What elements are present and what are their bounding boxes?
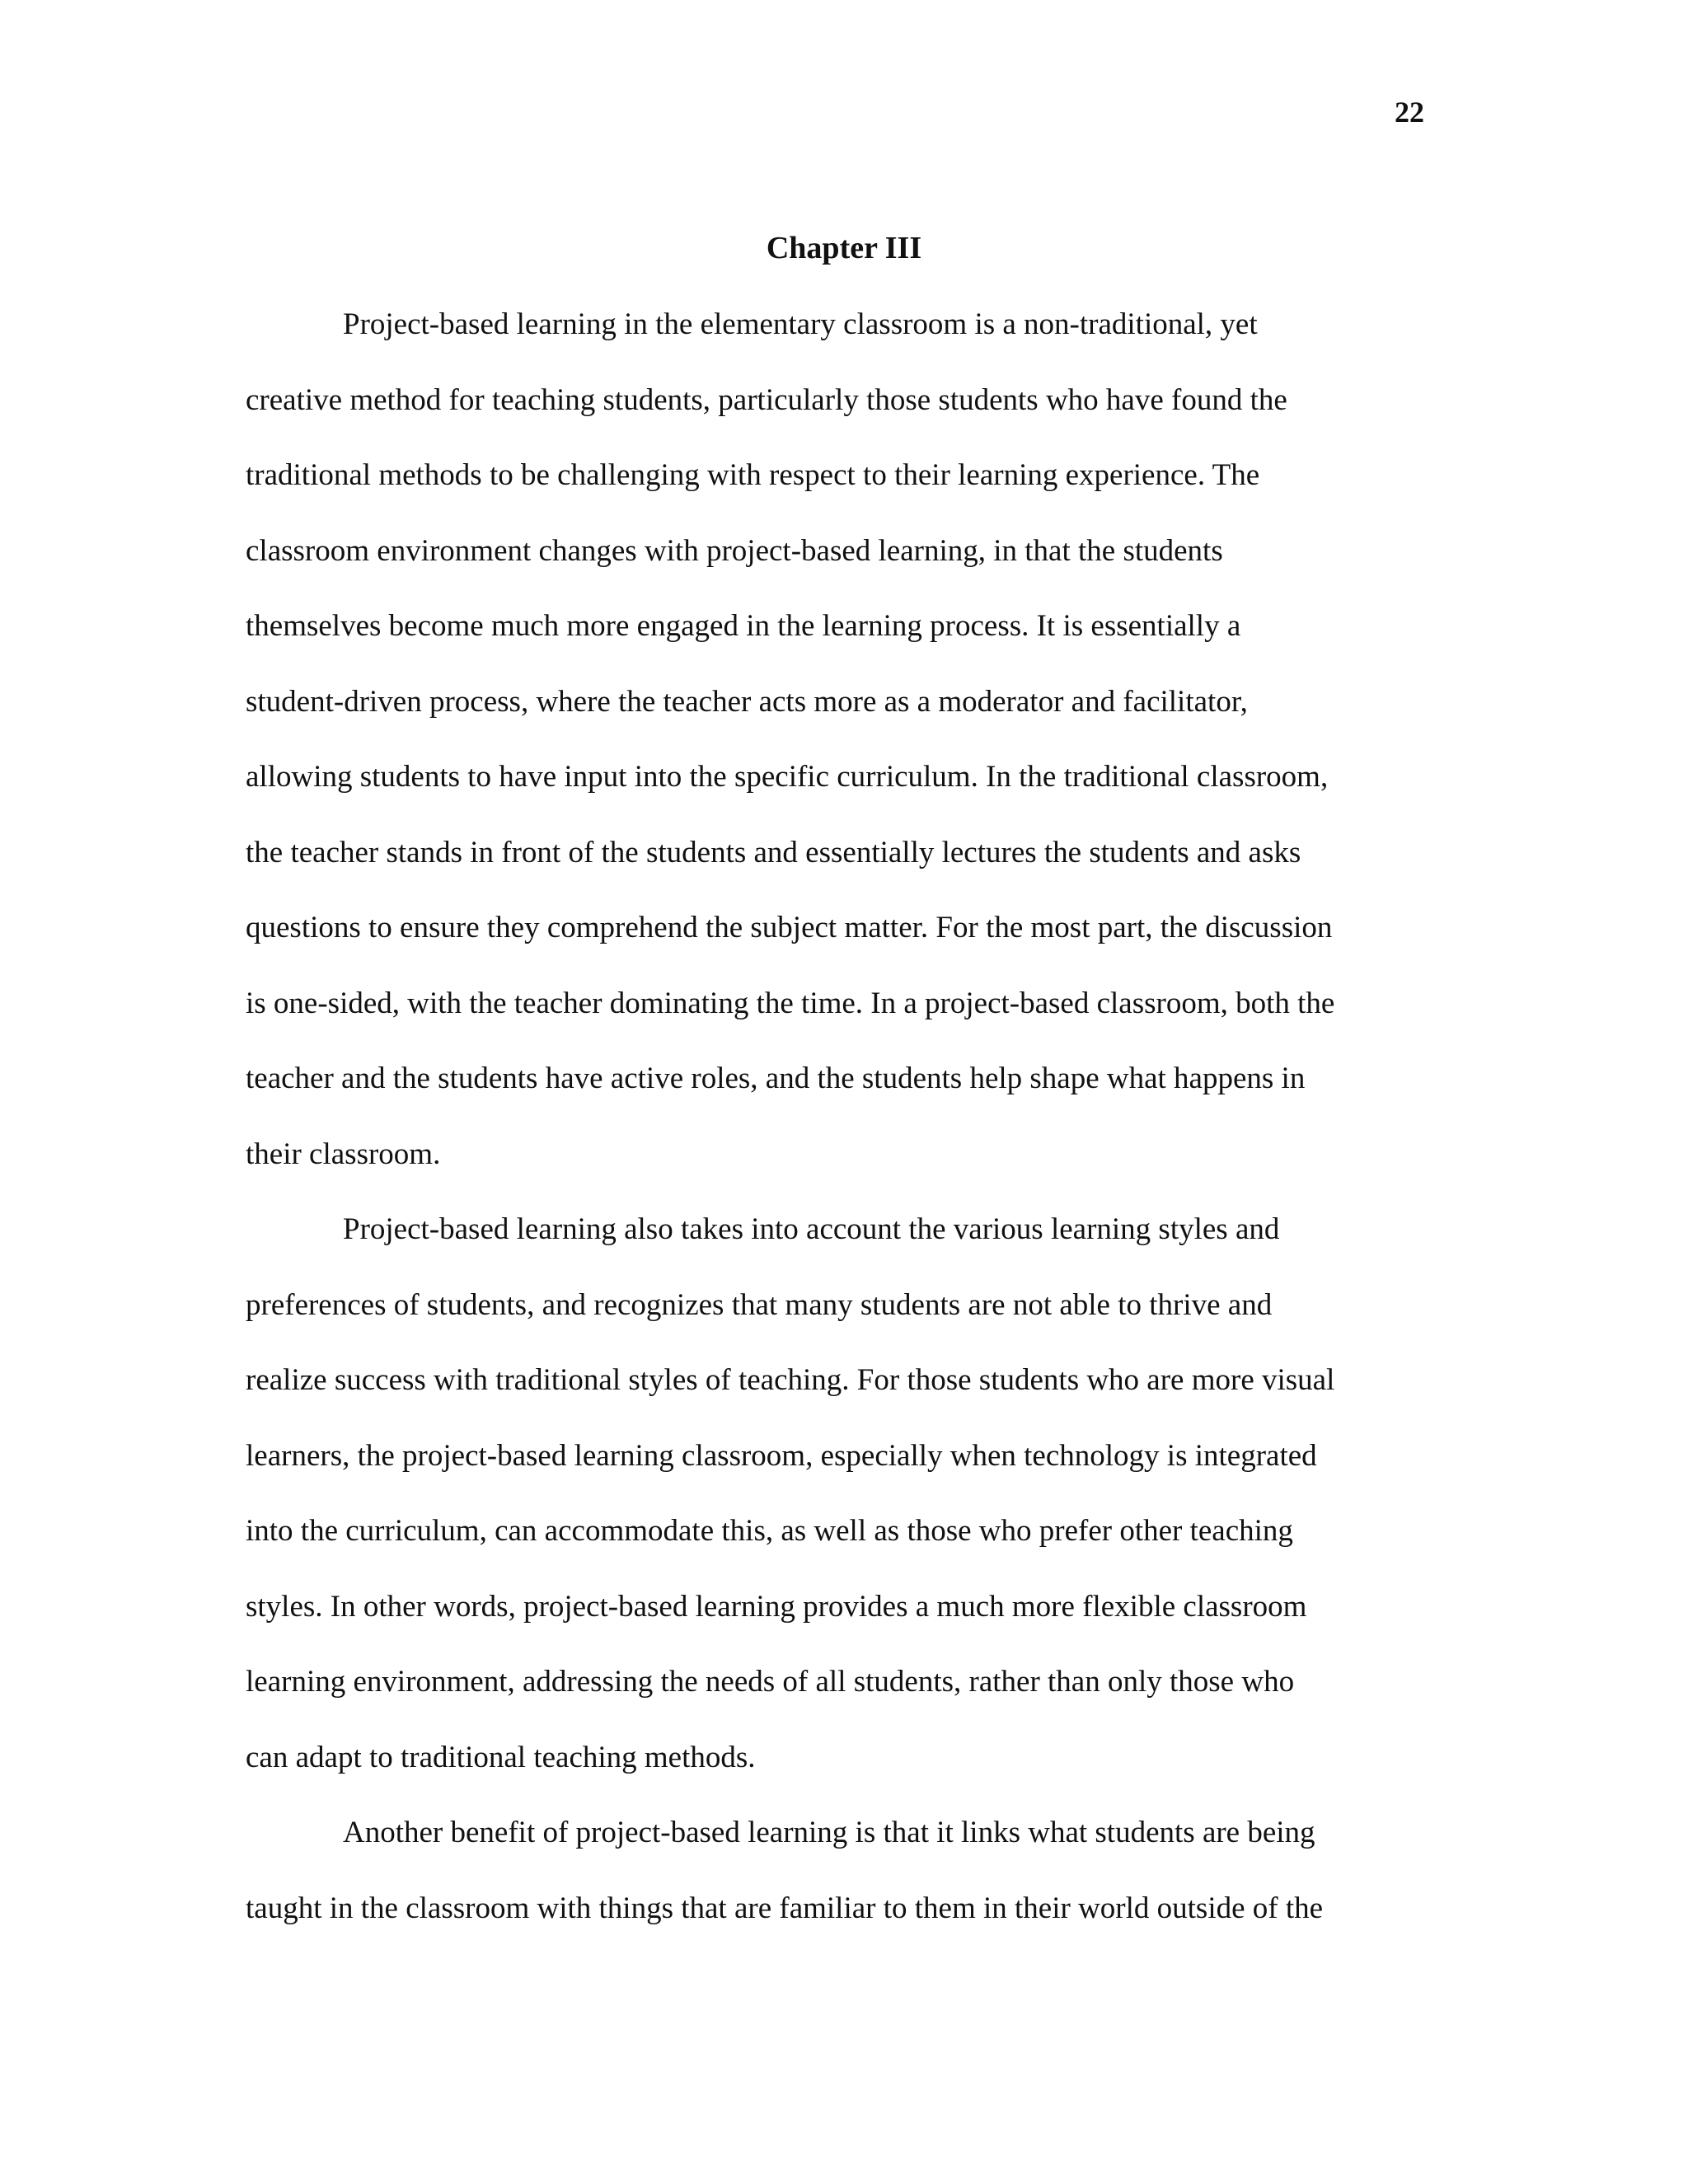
- text-line: can adapt to traditional teaching methods.: [246, 1740, 756, 1774]
- text-line: the teacher stands in front of the students and essentially lectures the students and asks: [246, 835, 1301, 869]
- text-line: student-driven process, where the teacher acts more as a moderator and facilitator,: [246, 684, 1248, 719]
- text-line: questions to ensure they comprehend the subject matter. For the most part, the discussion: [246, 911, 1333, 944]
- text-line: classroom environment changes with project-based learning, in that the students: [246, 533, 1223, 568]
- text-line: their classroom.: [246, 1137, 441, 1171]
- text-line: styles. In other words, project-based learning provides a much more flexible classroom: [246, 1589, 1307, 1624]
- page-number: 22: [1395, 96, 1424, 129]
- text-line: Project-based learning in the elementary classroom is a non-traditional, yet: [343, 307, 1258, 341]
- text-line: allowing students to have input into the specific curriculum. In the traditional classroom,: [246, 760, 1329, 794]
- text-line: Another benefit of project-based learning is that it links what students are being: [343, 1816, 1315, 1849]
- text-line: realize success with traditional styles of teaching. For those students who are more visual: [246, 1363, 1335, 1397]
- text-line: preferences of students, and recognizes that many students are not able to thrive and: [246, 1287, 1273, 1322]
- text-line: Project-based learning also takes into account the various learning styles and: [343, 1212, 1280, 1246]
- body-text: [246, 309, 1442, 1968]
- text-line: themselves become much more engaged in the learning process. It is essentially a: [246, 609, 1241, 643]
- text-line: teacher and the students have active roles, and the students help shape what happens in: [246, 1062, 1306, 1095]
- text-line: is one-sided, with the teacher dominating the time. In a project-based classroom, both the: [246, 986, 1335, 1020]
- text-line: creative method for teaching students, particularly those students who have found the: [246, 382, 1287, 417]
- text-line: traditional methods to be challenging with respect to their learning experience. The: [246, 458, 1260, 492]
- chapter-title: Chapter III: [766, 231, 922, 265]
- text-line: learning environment, addressing the needs of all students, rather than only those who: [246, 1665, 1295, 1699]
- text-line: into the curriculum, can accommodate this, as well as those who prefer other teaching: [246, 1514, 1293, 1548]
- text-line: taught in the classroom with things that are familiar to them in their world outside of the: [246, 1891, 1324, 1925]
- text-line: learners, the project-based learning classroom, especially when technology is integrated: [246, 1438, 1317, 1473]
